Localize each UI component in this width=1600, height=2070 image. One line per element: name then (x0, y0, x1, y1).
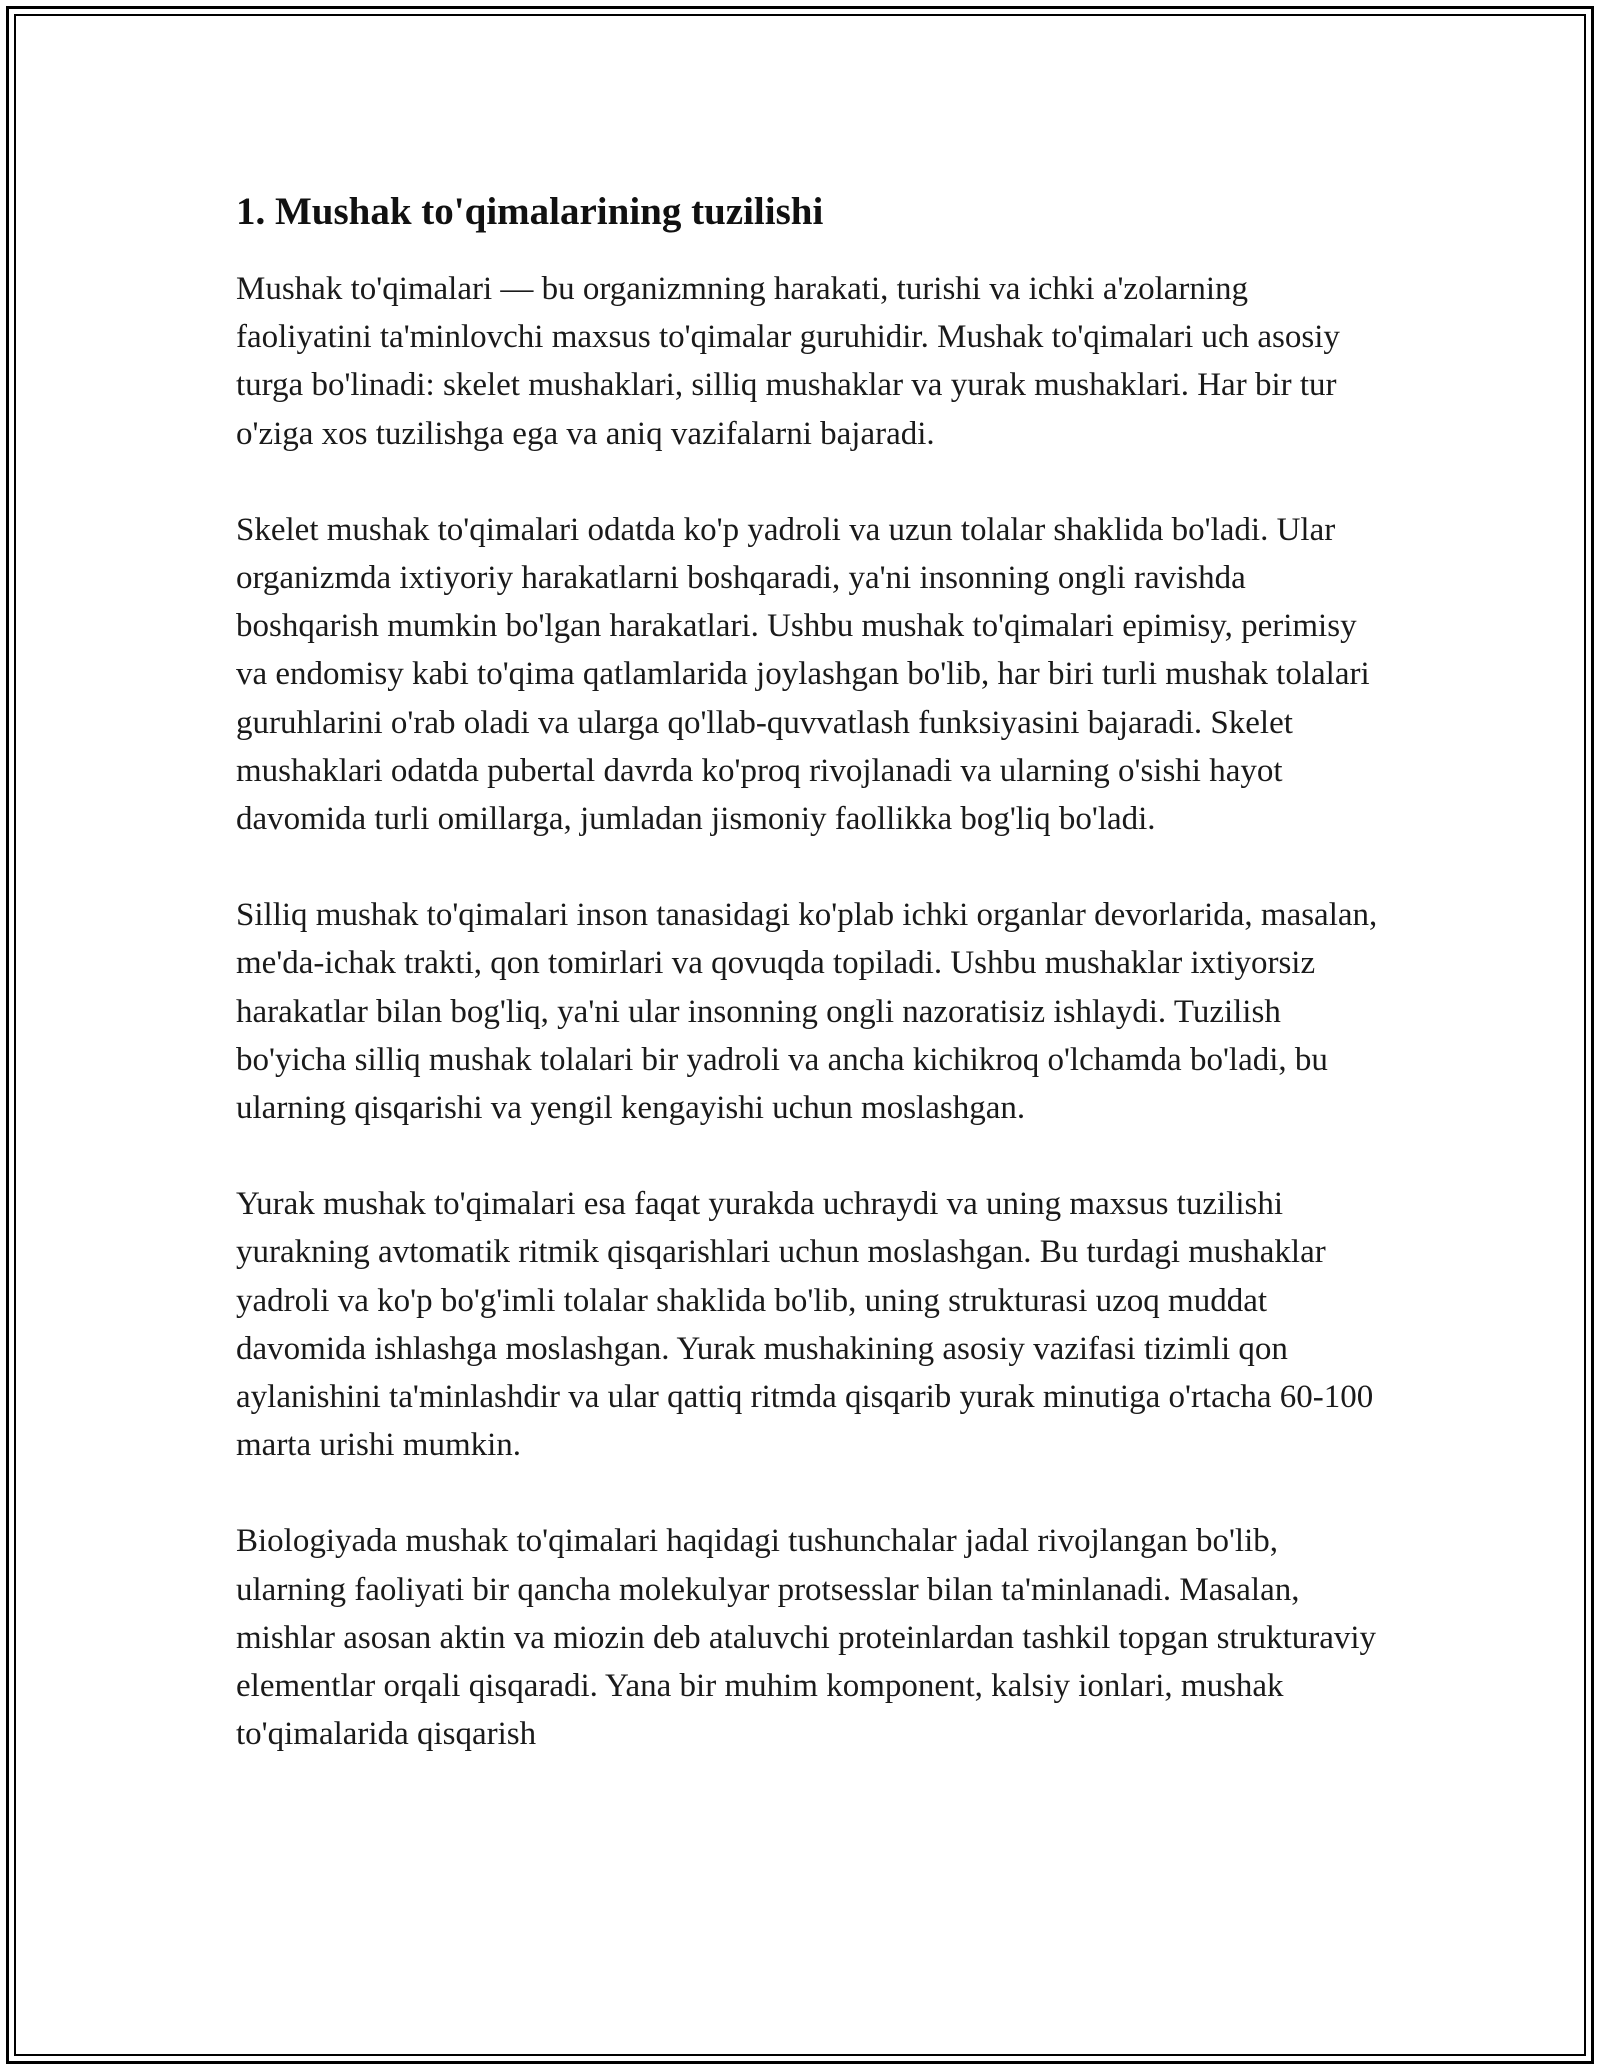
paragraph-intro: Mushak to'qimalari — bu organizmning harakati, turishi va ichki a'zolarning faoliyatini ta'minlovchi maxsus to'qimalar guruhidir. Mushak to'qimalari uch asosiy turga bo'linadi: skelet mushaklari, silliq mushaklar va yurak mushaklari. Har bir tur o'ziga xos tuzilishga ega va aniq vazifalarni bajaradi. (236, 271, 1340, 452)
paragraph-cardiac-muscle: Yurak mushak to'qimalari esa faqat yurakda uchraydi va uning maxsus tuzilishi yurakning avtomatik ritmik qisqarishlari uchun moslashgan. Bu turdagi mushaklar yadroli va ko'p bo'g'imli tolalar shaklida bo'lib, uning strukturasi uzoq muddat davomida ishlashga moslashgan. Yurak mushakining asosiy vazifasi tizimli qon aylanishini ta'minlashdir va ular qattiq ritmda qisqarib yurak minutiga o'rtacha 60-100 marta urishi mumkin. (236, 1186, 1374, 1464)
document-body (236, 185, 1386, 1758)
paragraph-smooth-muscle: Silliq mushak to'qimalari inson tanasidagi ko'plab ichki organlar devorlarida, masalan, me'da-ichak trakti, qon tomirlari va qovuqda topiladi. Ushbu mushaklar ixtiyorsiz harakatlar bilan bog'liq, ya'ni ular insonning ongli nazoratisiz ishlaydi. Tuzilish bo'yicha silliq mushak tolalari bir yadroli va ancha kichikroq o'lchamda bo'ladi, bu ularning qisqarishi va yengil kengayishi uchun moslashgan. (236, 897, 1378, 1127)
section-heading: 1. Mushak to'qimalarining tuzilishi (236, 190, 824, 233)
paragraph-skeletal-muscle: Skelet mushak to'qimalari odatda ko'p yadroli va uzun tolalar shaklida bo'ladi. Ular organizmda ixtiyoriy harakatlarni boshqaradi, ya'ni insonning ongli ravishda boshqarish mumkin bo'lgan harakatlari. Ushbu mushak to'qimalari epimisy, perimisy va endomisy kabi to'qima qatlamlarida joylashgan bo'lib, har biri turli mushak tolalari guruhlarini o'rab oladi va ularga qo'llab-quvvatlash funksiyasini bajaradi. Skelet mushaklari odatda pubertal davrda ko'proq rivojlanadi va ularning o'sishi hayot davomida turli omillarga, jumladan jismoniy faollikka bog'liq bo'ladi. (236, 511, 1370, 838)
paragraph-molecular-biology: Biologiyada mushak to'qimalari haqidagi tushunchalar jadal rivojlangan bo'lib, ularning faoliyati bir qancha molekulyar protsesslar bilan ta'minlanadi. Masalan, mishlar asosan aktin va miozin deb ataluvchi proteinlardan tashkil topgan strukturaviy elementlar orqali qisqaradi. Yana bir muhim komponent, kalsiy ionlari, mushak to'qimalarida qisqarish (236, 1523, 1377, 1753)
